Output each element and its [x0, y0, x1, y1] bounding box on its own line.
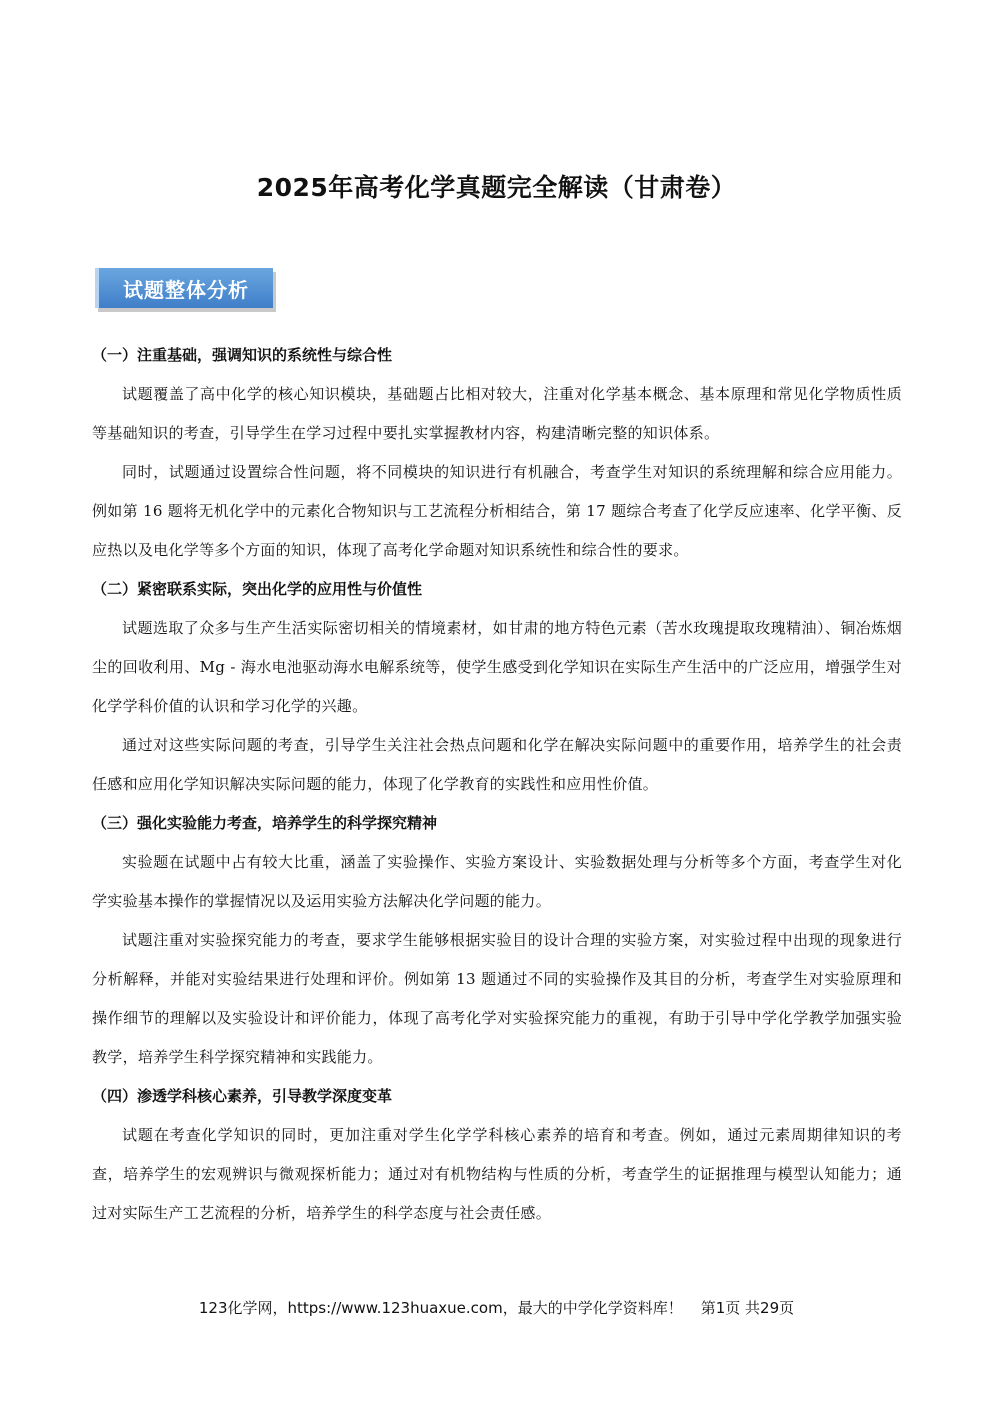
- paragraph: 实验题在试题中占有较大比重，涵盖了实验操作、实验方案设计、实验数据处理与分析等多个方面，考查学生对化学实验基本操作的掌握情况以及运用实验方法解决化学问题的能力。: [92, 853, 902, 910]
- paragraph: 通过对这些实际问题的考查，引导学生关注社会热点问题和化学在解决实际问题中的重要作用，培养学生的社会责任感和应用化学知识解决实际问题的能力，体现了化学教育的实践性和应用性价值。: [92, 736, 902, 793]
- paragraph: 试题选取了众多与生产生活实际密切相关的情境素材，如甘肃的地方特色元素（苦水玫瑰提取玫瑰精油）、铜冶炼烟尘的回收利用、Mg - 海水电池驱动海水电解系统等，使学生感受到化学知识在实际生产生活中的广泛应用，增强学生对化学学科价值的认识和学习化学的兴趣。: [92, 619, 902, 715]
- section-heading: （一）注重基础，强调知识的系统性与综合性: [92, 346, 393, 364]
- paragraph: 同时，试题通过设置综合性问题，将不同模块的知识进行有机融合，考查学生对知识的系统理解和综合应用能力。例如第 16 题将无机化学中的元素化合物知识与工艺流程分析相结合，第 17 题综合考查了化学反应速率、化学平衡、反应热以及电化学等多个方面的知识，体现了高考化学命题对知识系统性和综合性的要求。: [92, 463, 902, 559]
- document-body: [92, 336, 902, 1233]
- section-heading: （三）强化实验能力考查，培养学生的科学探究精神: [92, 814, 438, 832]
- paragraph: 试题注重对实验探究能力的考查，要求学生能够根据实验目的设计合理的实验方案，对实验过程中出现的现象进行分析解释，并能对实验结果进行处理和评价。例如第 13 题通过不同的实验操作及其目的分析，考查学生对实验原理和操作细节的理解以及实验设计和评价能力，体现了高考化学对实验探究能力的重视，有助于引导中学化学教学加强实验教学，培养学生科学探究精神和实践能力。: [92, 931, 902, 1066]
- section-badge: 试题整体分析: [95, 268, 273, 308]
- paragraph: 试题覆盖了高中化学的核心知识模块，基础题占比相对较大，注重对化学基本概念、基本原理和常见化学物质性质等基础知识的考查，引导学生在学习过程中要扎实掌握教材内容，构建清晰完整的知识体系。: [92, 385, 902, 442]
- page-footer: [0, 1297, 993, 1318]
- section-heading: （四）渗透学科核心素养，引导教学深度变革: [92, 1087, 393, 1105]
- paragraph: 试题在考查化学知识的同时，更加注重对学生化学学科核心素养的培育和考查。例如，通过元素周期律知识的考查，培养学生的宏观辨识与微观探析能力；通过对有机物结构与性质的分析，考查学生的证据推理与模型认知能力；通过对实际生产工艺流程的分析，培养学生的科学态度与社会责任感。: [92, 1126, 902, 1222]
- page-title: 2025年高考化学真题完全解读（甘肃卷）: [256, 173, 737, 202]
- footer-page-number: 第1页 共29页: [700, 1299, 795, 1317]
- section-heading: （二）紧密联系实际，突出化学的应用性与价值性: [92, 580, 423, 598]
- footer-site: 123化学网，https://www.123huaxue.com，最大的中学化学资料库！: [198, 1299, 683, 1317]
